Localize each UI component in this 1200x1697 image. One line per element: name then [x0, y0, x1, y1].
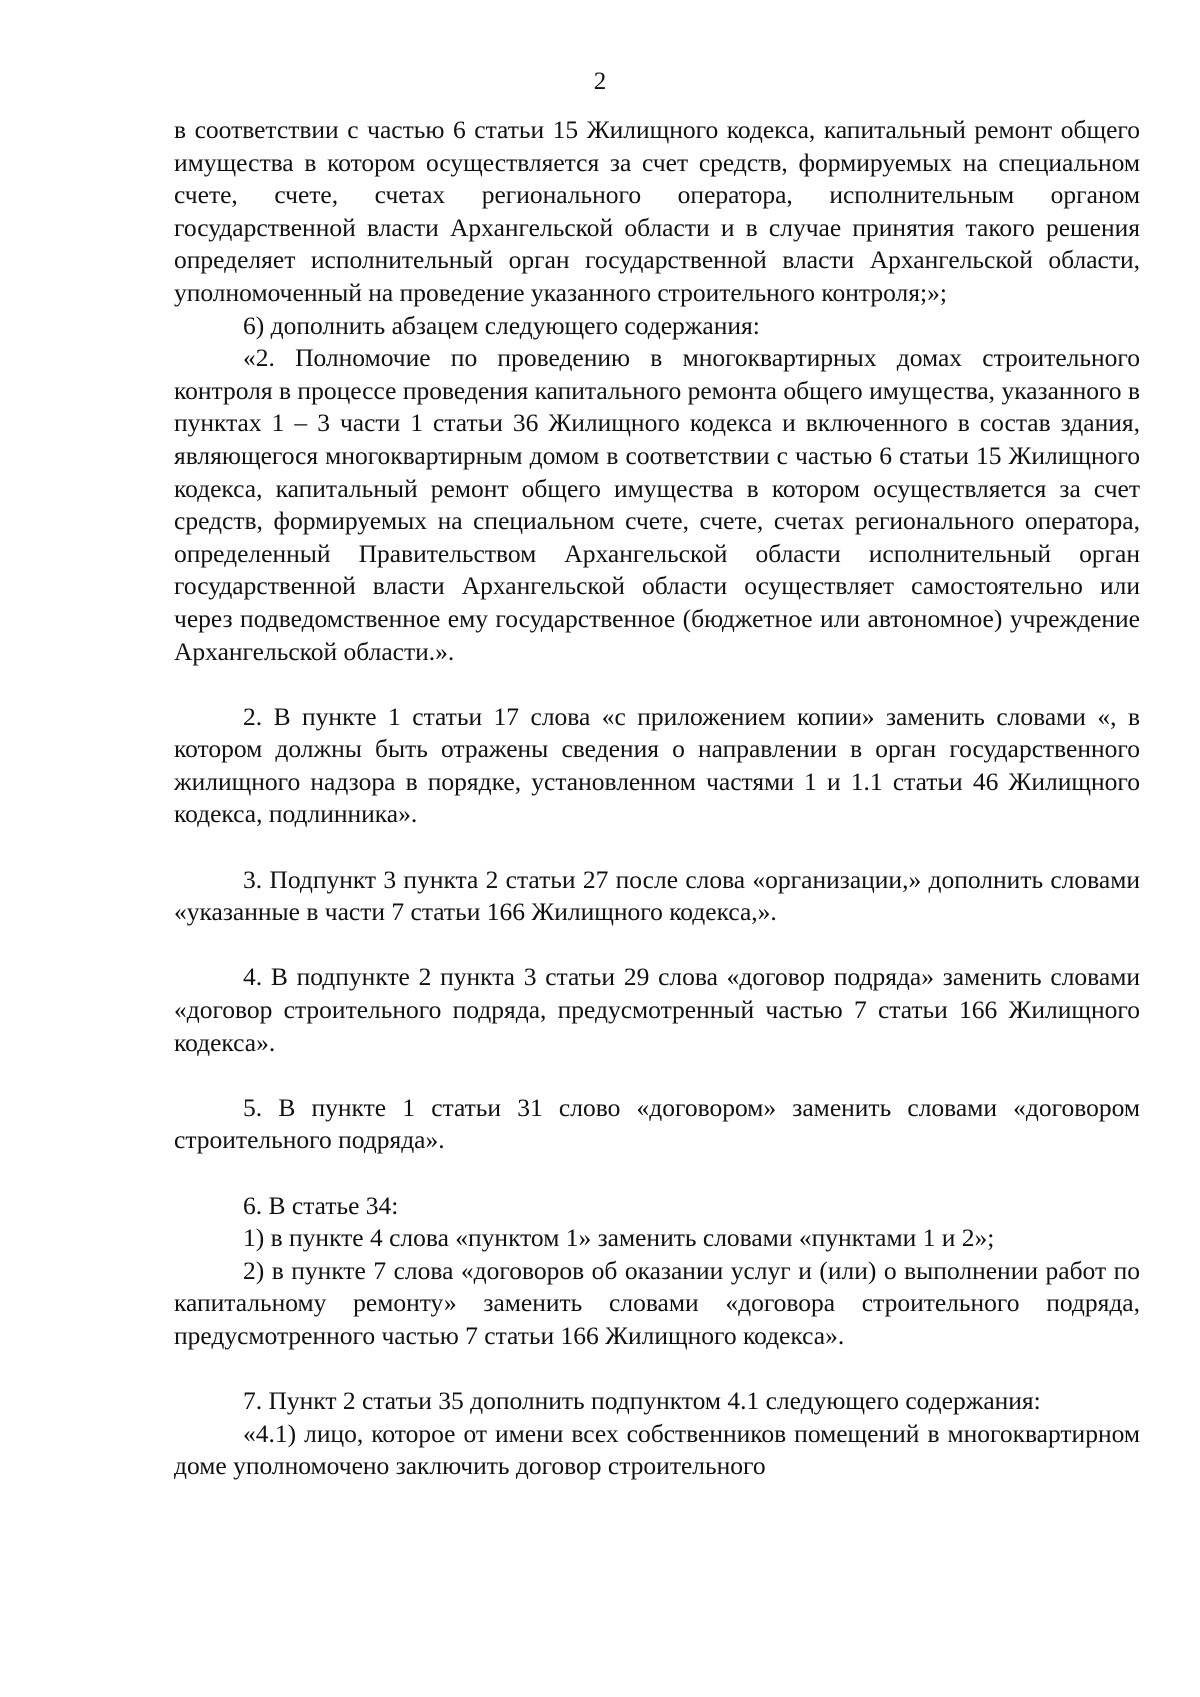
paragraph-section-2: 2. В пункте 1 статьи 17 слова «с приложением копии» заменить словами «, в котором должны быть отражены сведения о направлении в орган государственного жилищного надзора в порядке, установленном частями 1 и 1.1 статьи 46 Жилищного кодекса, подлинника». — [174, 701, 1140, 829]
paragraph-section-5: 5. В пункте 1 статьи 31 слово «договором» заменить словами «договором строительного подряда». — [174, 1092, 1140, 1155]
paragraph-section-3: 3. Подпункт 3 пункта 2 статьи 27 после слова «организации,» дополнить словами «указанные в части 7 статьи 166 Жилищного кодекса,». — [174, 864, 1140, 927]
page-number: 2 — [593, 68, 607, 95]
paragraph-quote-4-1: «4.1) лицо, которое от имени всех собственников помещений в многоквартирном доме уполномочено заключить договор строительного — [174, 1418, 1140, 1481]
paragraph-item-6: 6) дополнить абзацем следующего содержания: — [243, 310, 760, 340]
paragraph-section-4: 4. В подпункте 2 пункта 3 статьи 29 слова «договор подряда» заменить словами «договор строительного подряда, предусмотренный частью 7 статьи 166 Жилищного кодекса». — [174, 962, 1140, 1057]
paragraph-section-6-item-2: 2) в пункте 7 слова «договоров об оказании услуг и (или) о выполнении работ по капитальному ремонту» заменить словами «договора строительного подряда, предусмотренного частью 7 статьи 166 Жилищного кодекса». — [174, 1255, 1140, 1350]
paragraph-section-6: 6. В статье 34: — [243, 1190, 399, 1220]
paragraph-quote-2: «2. Полномочие по проведению в многоквартирных домах строительного контроля в процессе проведения капитального ремонта общего имущества, указанного в пунктах 1 – 3 части 1 статьи 36 Жилищного кодекса и включенного в состав здания, являющегося многоквартирным домом в соответствии с частью 6 статьи 15 Жилищного кодекса, капитальный ремонт общего имущества в котором осуществляется за счет средств, формируемых на специальном счете, счете, счетах регионального оператора, определенный Правительством Архангельской области исполнительный орган государственной власти Архангельской области осуществляет самостоятельно или через подведомственное ему государственное (бюджетное или автономное) учреждение Архангельской области.». — [174, 343, 1140, 666]
paragraph-continuation: в соответствии с частью 6 статьи 15 Жилищного кодекса, капитальный ремонт общего имущества в котором осуществляется за счет средств, формируемых на специальном счете, счете, счетах регионального оператора, исполнительным органом государственной власти Архангельской области и в случае принятия такого решения определяет исполнительный орган государственной власти Архангельской области, уполномоченный на проведение указанного строительного контроля;»; — [174, 115, 1140, 307]
paragraph-section-6-item-1: 1) в пункте 4 слова «пунктом 1» заменить словами «пунктами 1 и 2»; — [243, 1223, 995, 1253]
document-body — [174, 114, 1140, 1483]
paragraph-section-7: 7. Пункт 2 статьи 35 дополнить подпунктом 4.1 следующего содержания: — [243, 1386, 1041, 1416]
